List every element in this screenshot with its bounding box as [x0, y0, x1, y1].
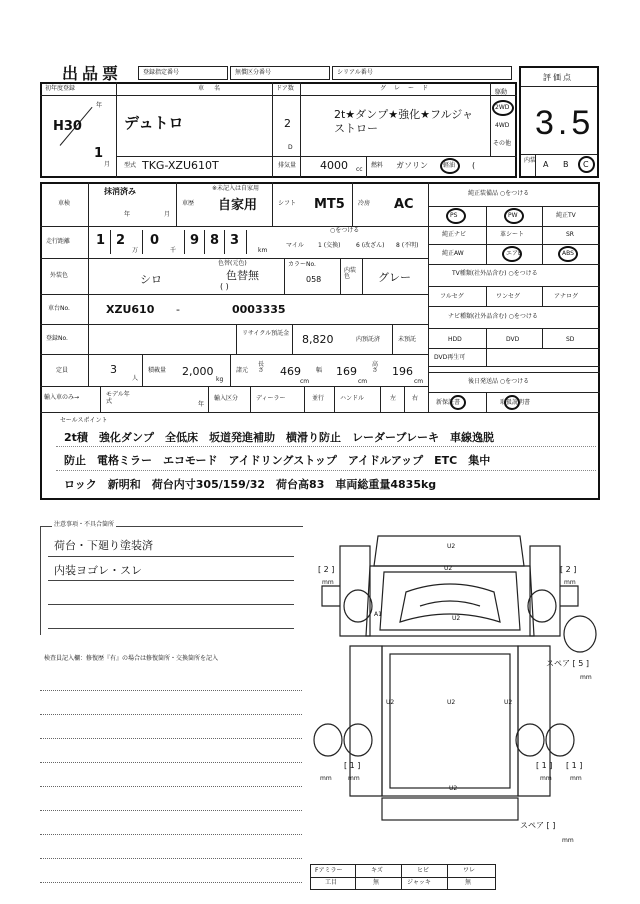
handle-left: 左: [390, 395, 397, 402]
tire-rear-left-outer-mm: mm: [320, 775, 332, 782]
notes-title: 注意事項・不具合箇所: [54, 521, 115, 528]
ac-label: 冷房: [358, 200, 371, 207]
damage-label-hood: U2: [452, 615, 461, 622]
doors-label: ドア数: [276, 85, 294, 92]
page-title: 出品票: [62, 64, 123, 83]
mileage-digit-3: 0: [150, 233, 160, 248]
legend-table: [310, 864, 496, 890]
capacity-value: 3: [110, 363, 117, 376]
model-label: 型式: [124, 162, 137, 169]
tire-rear-right-mm: mm: [540, 775, 552, 782]
sales-points-title: セールスポイント: [60, 417, 108, 424]
recycle-unpaid: 未預託: [398, 336, 417, 343]
inspector-label: 検査員記入欄：修復歴『有』の場合は修復箇所・交換箇所を記入: [44, 655, 219, 662]
first-reg-label: 初年度登録: [45, 85, 76, 92]
notes-line-1: 荷台・下廻り塗装済: [54, 539, 153, 552]
spare-tire-1-mm: mm: [580, 674, 592, 681]
equipment-title: 純正装備品 ○をつける: [468, 190, 530, 197]
spare-tire-2: スペア [ ]: [520, 821, 556, 830]
ac-value: AC: [394, 197, 414, 212]
spare-tire-2-mm: mm: [562, 837, 574, 844]
length-label: 長さ: [258, 361, 265, 374]
equip-sr: SR: [566, 231, 574, 238]
exterior-color-label: 外装色: [50, 272, 69, 279]
sales-line-2: 防止 電格ミラー エコモード アイドリングストップ アイドルアップ ETC 集中: [64, 454, 491, 467]
equip-ps-circle: [446, 208, 466, 224]
usage-note: ※未記入は自家用: [212, 185, 260, 192]
navi-dvd: DVD: [506, 336, 520, 343]
navi-sd: SD: [566, 336, 575, 343]
grade-label: グレード: [380, 85, 437, 92]
color-no-value: 058: [306, 275, 322, 284]
fuel-label: 燃料: [371, 162, 384, 169]
doc-manual: 取扱説明書: [500, 399, 531, 406]
drive-2wd: 2WD: [495, 104, 510, 111]
door-suffix: D: [288, 144, 293, 151]
tv-fullseg: フルセグ: [440, 293, 464, 300]
sales-line-3: ロック 新明和 荷台内寸305/159/32 荷台高83 車両総重量4835kg: [64, 478, 437, 491]
meter-tampered: 6 (改ざん): [356, 242, 385, 249]
recycle-value: 8,820: [302, 333, 334, 346]
handle-right: 右: [412, 395, 419, 402]
drive-label: 駆動: [495, 89, 508, 96]
mileage-unit-man: 万: [132, 247, 139, 254]
year-label: 年: [96, 102, 103, 109]
tv-oneseg: ワンセグ: [496, 293, 521, 300]
mileage-label: 走行距離: [46, 238, 71, 245]
month-label: 月: [104, 161, 111, 168]
tire-rear-right-outer: [ 1 ]: [566, 761, 583, 770]
recycle-label: リサイクル預託金: [242, 330, 290, 337]
tv-title: TV種類(社外品含む) ○をつける: [452, 270, 538, 277]
mileage-digit-1: 1: [96, 233, 106, 248]
first-reg-year: H30: [53, 119, 82, 134]
mileage-digit-4: 9: [190, 233, 200, 248]
equip-tv: 純正TV: [556, 212, 576, 219]
damage-label-right-bed: U2: [504, 699, 513, 706]
tire-rear-left-mm: mm: [348, 775, 360, 782]
length-value: 469: [280, 365, 301, 378]
equip-abs-circle: [558, 246, 578, 262]
car-name: デュトロ: [124, 114, 184, 132]
sales-line-1: 2t積 強化ダンプ 全低床 坂道発進補助 横滑り防止 レーダーブレーキ 車線逸脱: [64, 431, 495, 444]
height-label: 高さ: [372, 361, 379, 374]
damage-label-tailgate: U2: [449, 785, 458, 792]
docs-title: 後日発送品 ○をつける: [468, 378, 530, 385]
score-label: 評価点: [543, 73, 573, 82]
dvd-playback: DVD再生可: [434, 354, 466, 361]
equip-ps: PS: [450, 212, 458, 219]
width-value: 169: [336, 365, 357, 378]
interior-grade-c: C: [583, 160, 589, 169]
legend-header-3: ヒビ: [417, 867, 430, 874]
tire-rear-right-outer-mm: mm: [570, 775, 582, 782]
displacement-value: 4000: [320, 159, 348, 172]
reg-spec-number-field: 登録指定番号: [138, 66, 228, 80]
model-value: TKG-XZU610T: [142, 159, 219, 172]
equip-leather: 革シート: [500, 231, 525, 238]
fuel-gasoline: ガソリン: [396, 161, 428, 170]
mileage-unit-km: km: [258, 247, 268, 254]
displacement-label: 排気量: [278, 162, 297, 169]
equip-navi: 純正ナビ: [442, 231, 467, 238]
interior-color-label: 内装色: [344, 267, 357, 280]
doors-value: 2: [284, 117, 291, 130]
mileage-digit-6: 3: [230, 233, 240, 248]
exterior-color-value: シロ: [140, 273, 162, 286]
repaint-paren: ( ): [220, 282, 229, 291]
shift-value: MT5: [314, 197, 345, 212]
import-label: 輸入車のみ→: [44, 394, 80, 401]
legend-value-3: ジャッキ: [407, 879, 431, 886]
navi-hdd: HDD: [448, 336, 462, 343]
doc-warranty-circle: [450, 395, 466, 410]
length-unit: cm: [300, 378, 310, 385]
drive-other: その他: [493, 140, 512, 147]
equip-airbag-circle: [502, 246, 522, 262]
width-unit: cm: [358, 378, 368, 385]
doc-manual-circle: [504, 395, 520, 410]
height-value: 196: [392, 365, 413, 378]
meter-unknown: 8 (不明): [396, 242, 419, 249]
size-label: 諸元: [236, 367, 249, 374]
usage-value: 自家用: [218, 198, 258, 213]
grade-value: 2t★ダンプ★強化★フルジャストロー: [334, 108, 474, 135]
drive-4wd: 4WD: [495, 122, 510, 129]
load-label: 積載量: [148, 367, 167, 374]
damage-label-left-bed: U2: [386, 699, 395, 706]
equip-pw: PW: [508, 212, 518, 219]
notes-line-2: 内装ヨゴレ・スレ: [54, 564, 142, 577]
mileage-digit-5: 8: [210, 233, 220, 248]
inspection-value: 抹消済み: [104, 187, 136, 196]
recycle-paid: 内預託済: [356, 336, 381, 343]
model-year-label: モデル年式: [106, 391, 130, 405]
car-name-label: 車名: [198, 85, 231, 92]
meter-exchanged: 1 (交換): [318, 242, 341, 249]
drive-2wd-circle: [492, 100, 514, 116]
width-label: 幅: [316, 367, 323, 374]
shift-label: シフト: [278, 200, 297, 207]
mileage-unit-sen: 千: [170, 247, 177, 254]
interior-grade-b: B: [563, 160, 569, 169]
load-value: 2,000: [182, 365, 214, 378]
legend-value-1: 工目: [325, 879, 338, 886]
legend-header-2: キズ: [371, 867, 383, 874]
repaint-value: 色替無: [226, 269, 259, 282]
damage-label-left-door: A1: [374, 611, 382, 618]
capacity-unit: 人: [132, 375, 139, 382]
tire-front-left-mm: mm: [322, 579, 334, 586]
equip-pw-circle: [504, 208, 524, 224]
legend-value-2: 無: [373, 879, 380, 886]
tire-rear-right: [ 1 ]: [536, 761, 553, 770]
meter-mile: マイル: [286, 242, 304, 249]
legend-header-4: ワレ: [463, 867, 476, 874]
import-type-label: 輸入区分: [214, 395, 239, 402]
tire-front-right: [ 2 ]: [560, 565, 577, 574]
inspection-label: 車検: [58, 200, 71, 207]
color-no-label: カラーNo.: [288, 261, 316, 268]
import-parallel: 並行: [312, 395, 325, 402]
chassis-label: 車台No.: [48, 305, 70, 312]
tire-front-left: [ 2 ]: [318, 565, 335, 574]
chassis-model: XZU610: [106, 303, 155, 316]
mileage-digit-2: 2: [116, 233, 126, 248]
handle-label: ハンドル: [340, 395, 365, 402]
free-class-number-field: 無償区分番号: [230, 66, 330, 80]
first-reg-month: 1: [94, 146, 104, 161]
chassis-serial: 0003335: [232, 303, 286, 316]
equip-airbag: エアB: [506, 250, 523, 257]
legend-value-4: 無: [465, 879, 472, 886]
serial-number-field: シリアル番号: [332, 66, 512, 80]
tire-front-right-mm: mm: [564, 579, 576, 586]
vehicle-diagram: [310, 526, 610, 856]
legend-header-1: Fアミラー: [315, 867, 343, 874]
damage-label-cab-top: U2: [447, 543, 456, 550]
load-unit: kg: [216, 376, 224, 383]
score-value: 3.5: [535, 104, 595, 142]
interior-color-value: グレー: [378, 271, 411, 284]
score-box: [519, 66, 599, 178]
cc-unit: cc: [356, 166, 363, 173]
repaint-label: 色替(元色): [218, 260, 247, 267]
usage-label: 車歴: [182, 200, 195, 207]
equip-abs: ABS: [562, 250, 574, 257]
height-unit: cm: [414, 378, 424, 385]
spare-tire-1: スペア [ 5 ]: [546, 659, 589, 668]
inspection-year-label: 年: [124, 211, 131, 218]
model-year-unit: 年: [198, 401, 205, 408]
interior-label: 内装: [524, 157, 537, 164]
import-dealer: ディーラー: [256, 395, 286, 402]
registration-label: 登録No.: [46, 335, 68, 342]
chassis-dash: -: [176, 303, 180, 316]
equip-aw: 純正AW: [442, 250, 464, 257]
tire-rear-left: [ 1 ]: [344, 761, 361, 770]
interior-grade-a: A: [543, 160, 549, 169]
mileage-circle-note: ○をつける: [330, 227, 360, 234]
interior-c-circle: [578, 156, 595, 173]
fuel-diesel: 軽油: [443, 162, 456, 169]
damage-label-windshield: U2: [444, 565, 453, 572]
doc-warranty: 新保証書: [436, 399, 461, 406]
navi-title: ナビ種類(社外品含む) ○をつける: [448, 313, 538, 320]
damage-label-bed: U2: [447, 699, 456, 706]
tv-analog: アナログ: [554, 293, 579, 300]
fuel-diesel-circle: [440, 158, 460, 174]
inspection-month-label: 月: [164, 211, 171, 218]
capacity-label: 定員: [56, 367, 69, 374]
